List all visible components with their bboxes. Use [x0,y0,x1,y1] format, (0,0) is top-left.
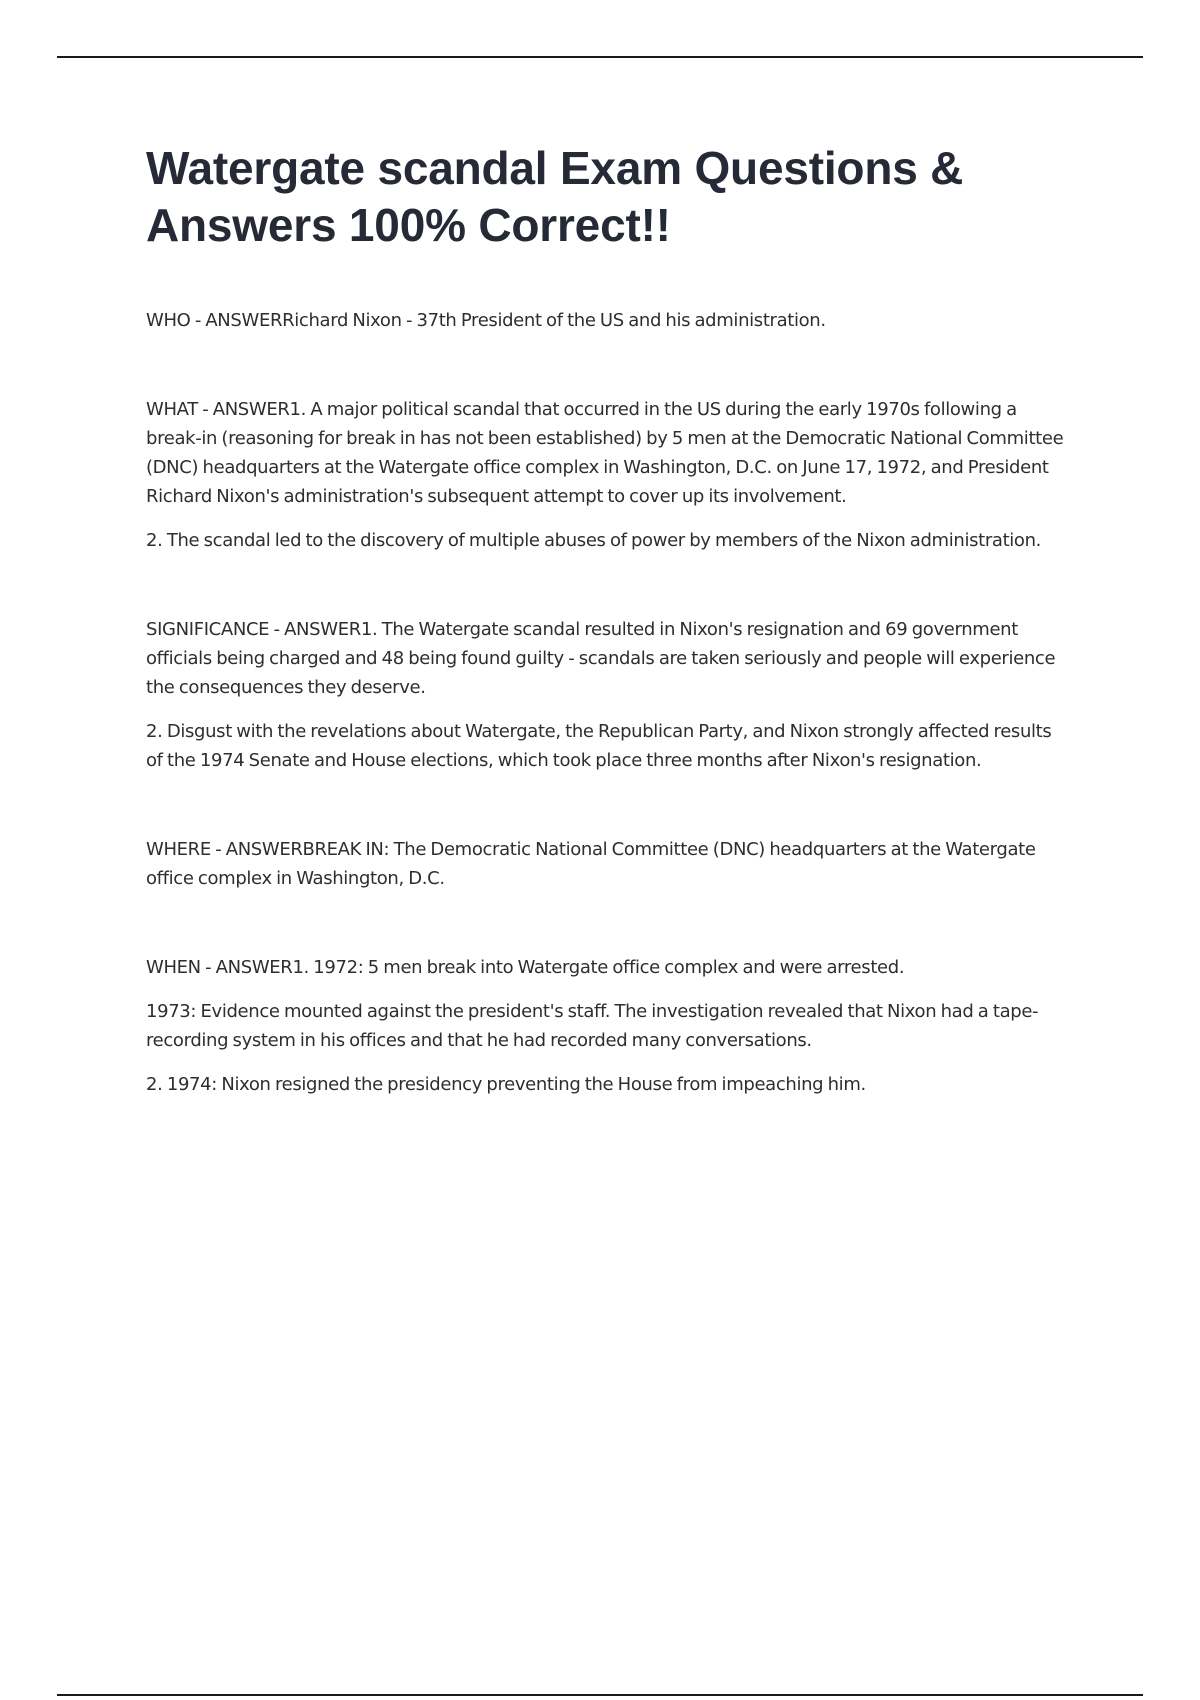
bottom-rule [57,1694,1143,1696]
answer-paragraph: WHAT - ANSWER1. A major political scandal that occurred in the US during the early 1970s following a break-in (reasoning for break in has not been established) by 5 men at the Democratic National Committee (DNC) headquarters at the Watergate office complex in Washington, D.C. on June 17, 1972, and President Richard Nixon's administration's subsequent attempt to cover up its involvement. [146,399,1064,507]
answer-paragraph: WHO - ANSWERRichard Nixon - 37th President of the US and his administration. [146,310,826,331]
qa-what [146,395,1066,555]
qa-when [146,953,1066,1099]
qa-where [146,835,1066,893]
answer-paragraph: WHEN - ANSWER1. 1972: 5 men break into Watergate office complex and were arrested. [146,957,905,978]
answer-paragraph: 2. 1974: Nixon resigned the presidency preventing the House from impeaching him. [146,1074,866,1095]
answer-paragraph: 2. Disgust with the revelations about Watergate, the Republican Party, and Nixon strongly affected results of the 1974 Senate and House elections, which took place three months after Nixon's resignation. [146,721,1052,771]
top-rule [57,56,1143,58]
page-title: Watergate scandal Exam Questions & Answers 100% Correct!! [146,142,964,251]
document-body [146,140,1066,1159]
qa-who [146,306,1066,335]
answer-paragraph: 2. The scandal led to the discovery of multiple abuses of power by members of the Nixon administration. [146,530,1042,551]
qa-significance [146,615,1066,775]
answer-paragraph: 1973: Evidence mounted against the president's staff. The investigation revealed that Nixon had a tape-recording system in his offices and that he had recorded many conversations. [146,1001,1039,1051]
answer-paragraph: SIGNIFICANCE - ANSWER1. The Watergate scandal resulted in Nixon's resignation and 69 government officials being charged and 48 being found guilty - scandals are taken seriously and people will experience the consequences they deserve. [146,619,1056,698]
answer-paragraph: WHERE - ANSWERBREAK IN: The Democratic National Committee (DNC) headquarters at the Watergate office complex in Washington, D.C. [146,839,1036,889]
